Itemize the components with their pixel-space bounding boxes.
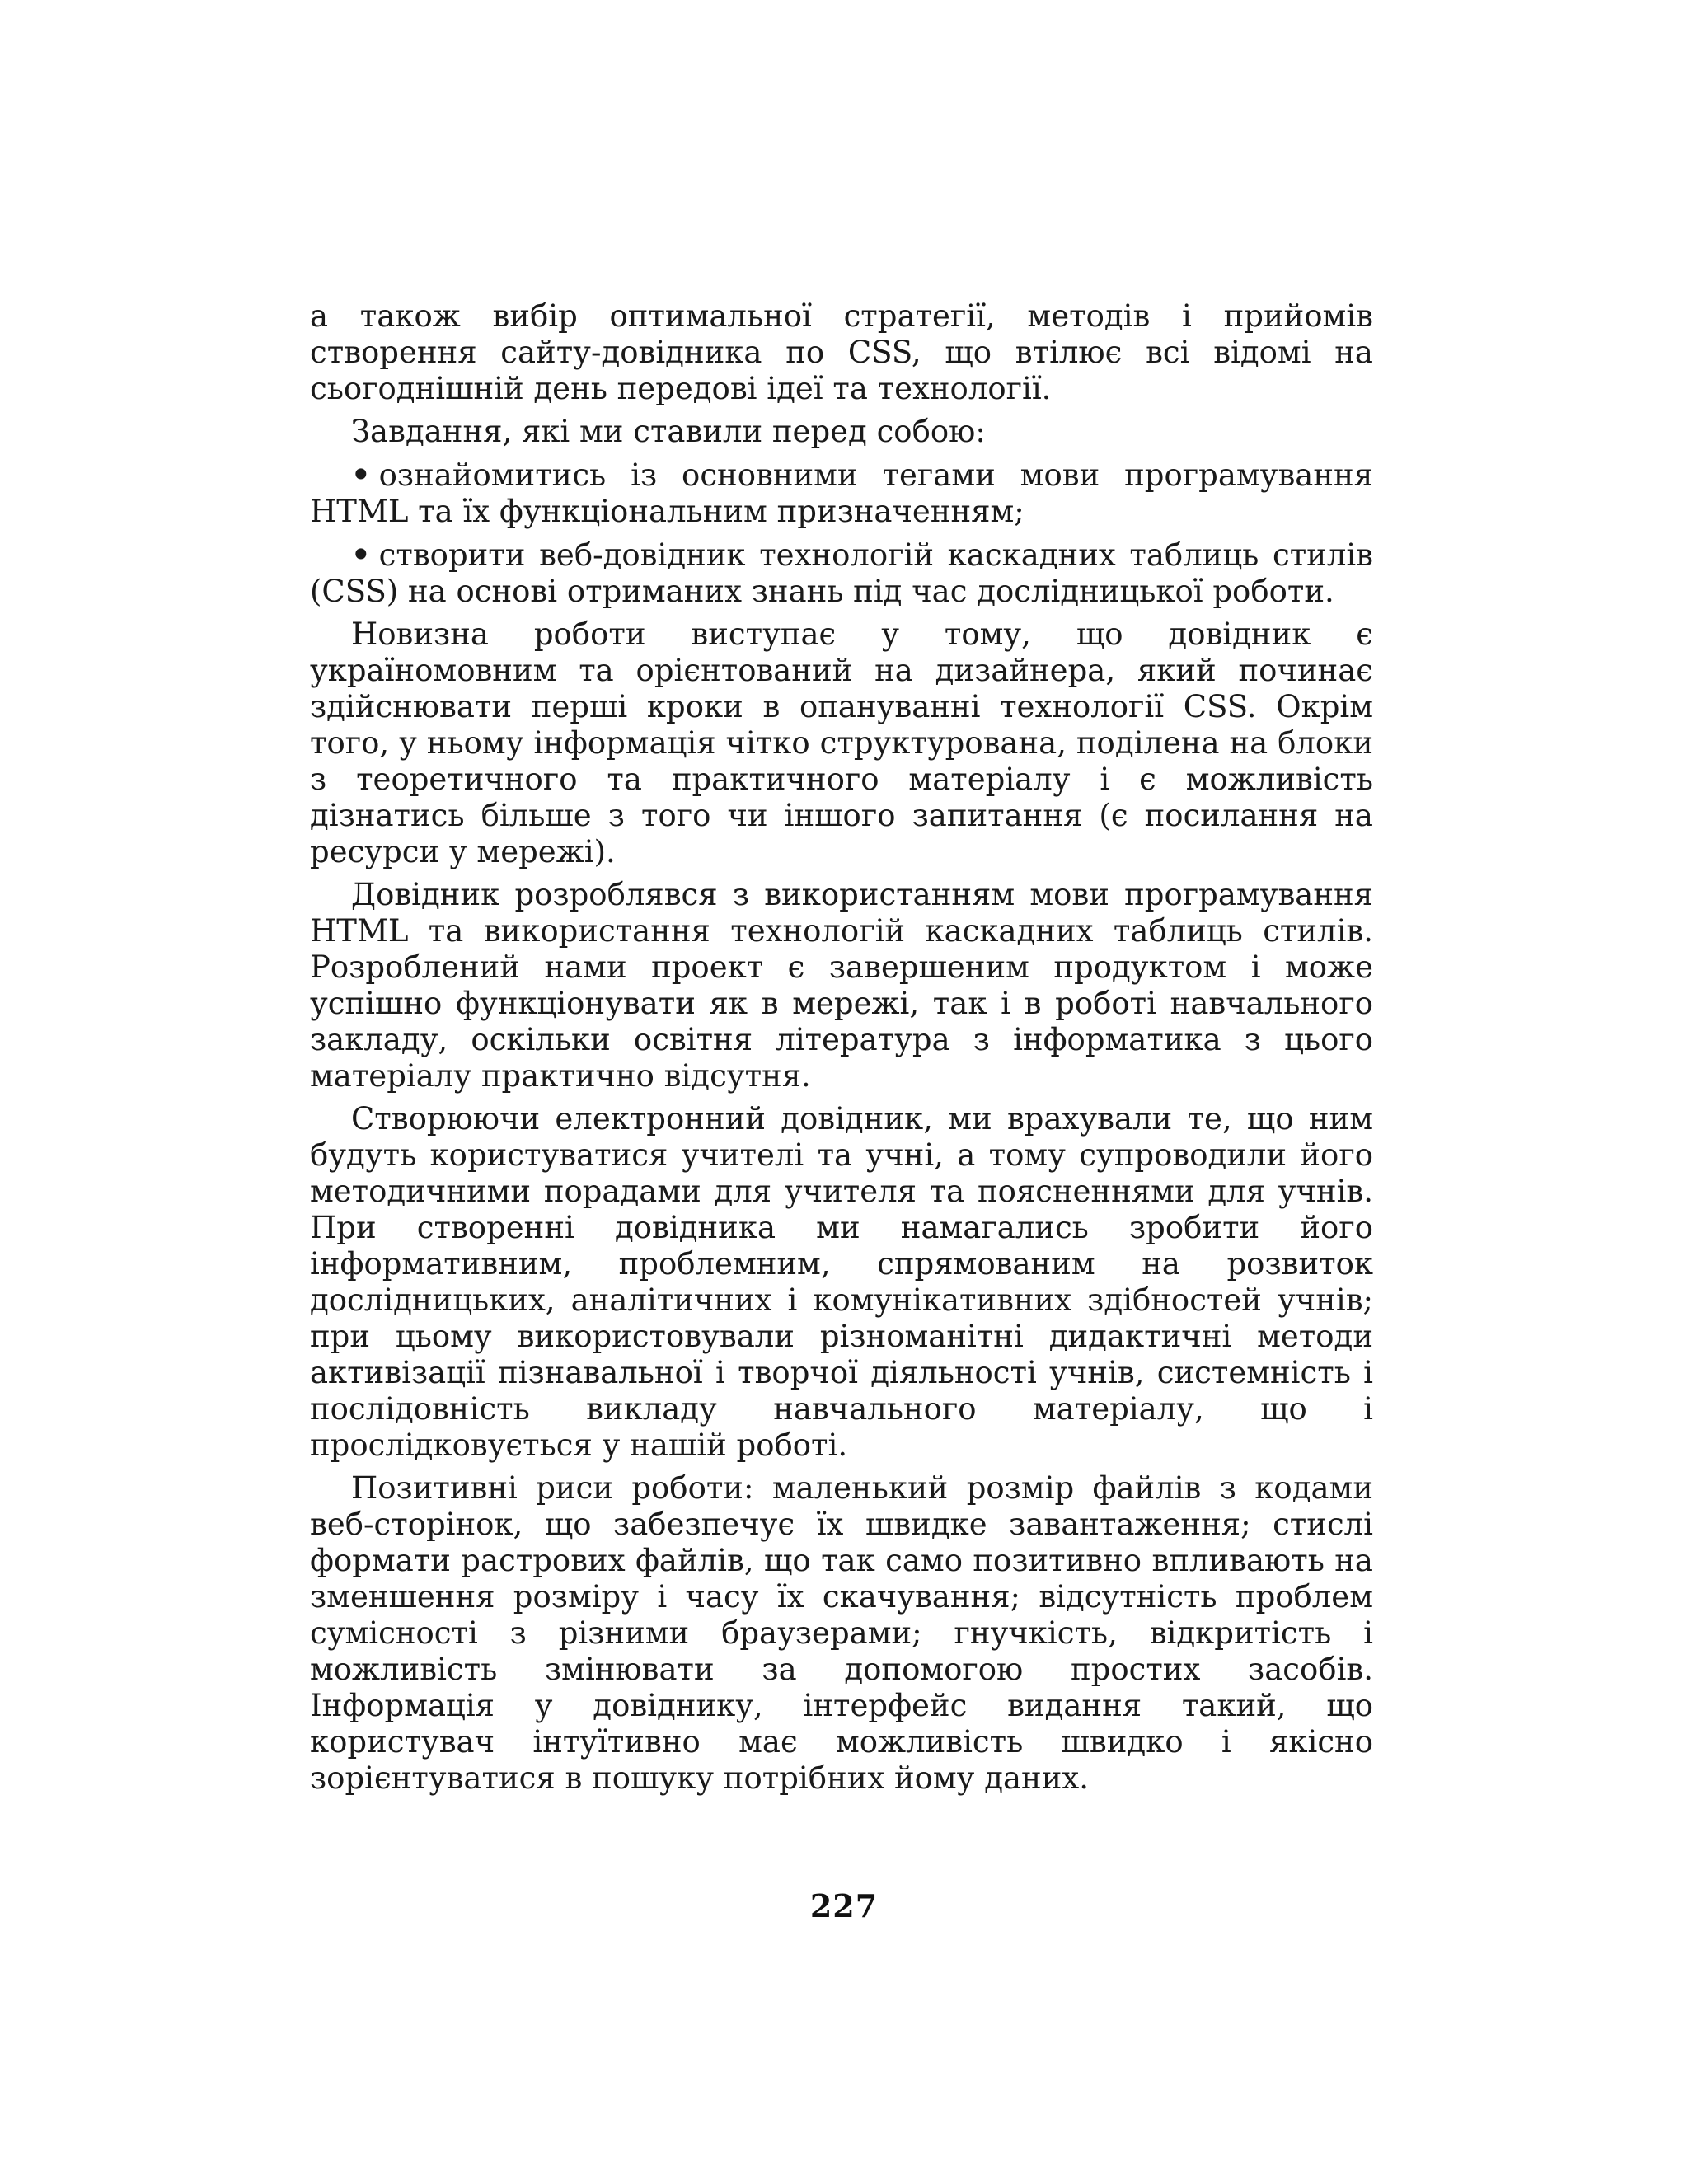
body-text	[310, 298, 1373, 1803]
task-item-1	[310, 457, 1373, 530]
page-number: 227	[809, 1887, 879, 1924]
task-item-2	[310, 537, 1373, 610]
methodology-paragraph: Створюючи електронний довідник, ми врахували те, що ним будуть користуватися учителі та учні, а тому супроводили його методичними порадами для учителя та поясненнями для учнів. При створенні довідника ми намагались зробити його інформативним, проблемним, спрямованим на розвиток дослідницьких, аналітичних і комунікативних здібностей учнів; при цьому використовували різноманітні дидактичні методи активізації пізнавальної і творчої діяльності учнів, системність і послідовність викладу навчального матеріалу, що і прослідковується у нашій роботі.	[310, 1101, 1373, 1463]
intro-continuation-paragraph: а також вибір оптимальної стратегії, методів і прийомів створення сайту-довідника по CSS, що втілює всі відомі на сьогоднішній день передові ідеї та технології.	[310, 298, 1373, 406]
bullet-icon: •	[351, 457, 371, 493]
novelty-paragraph: Новизна роботи виступає у тому, що довідник є україномовним та орієнтований на дизайнера, який починає здійснювати перші кроки в опануванні технології CSS. Окрім того, у ньому інформація чітко структурована, поділена на блоки з теоретичного та практичного матеріалу і є можливість дізнатись більше з того чи іншого запитання (є посилання на ресурси у мережі).	[310, 616, 1373, 869]
bullet-icon: •	[351, 537, 371, 573]
advantages-paragraph: Позитивні риси роботи: маленький розмір файлів з кодами веб-сторінок, що забезпечує їх швидке завантаження; стислі формати растрових файлів, що так само позитивно впливають на зменшення розміру і часу їх скачування; відсутність проблем сумісності з різними браузерами; гнучкість, відкритість і можливість змінювати за допомогою простих засобів. Інформація у довіднику, інтерфейс видання такий, що користувач інтуїтивно має можливість швидко і якісно зорієнтуватися в пошуку потрібних йому даних.	[310, 1470, 1373, 1796]
task-item-text: створити веб-довідник технологій каскадних таблиць стилів (CSS) на основі отриманих знань під час дослідницької роботи.	[310, 537, 1373, 609]
task-item-text: ознайомитись із основними тегами мови програмування HTML та їх функціональним призначенням;	[310, 457, 1373, 529]
development-paragraph: Довідник розроблявся з використанням мови програмування HTML та використання технологій каскадних таблиць стилів. Розроблений нами проект є завершеним продуктом і може успішно функціонувати як в мережі, так і в роботі навчального закладу, оскільки освітня література з інформатика з цього матеріалу практично відсутня.	[310, 877, 1373, 1094]
tasks-heading: Завдання, які ми ставили перед собою:	[351, 414, 986, 449]
